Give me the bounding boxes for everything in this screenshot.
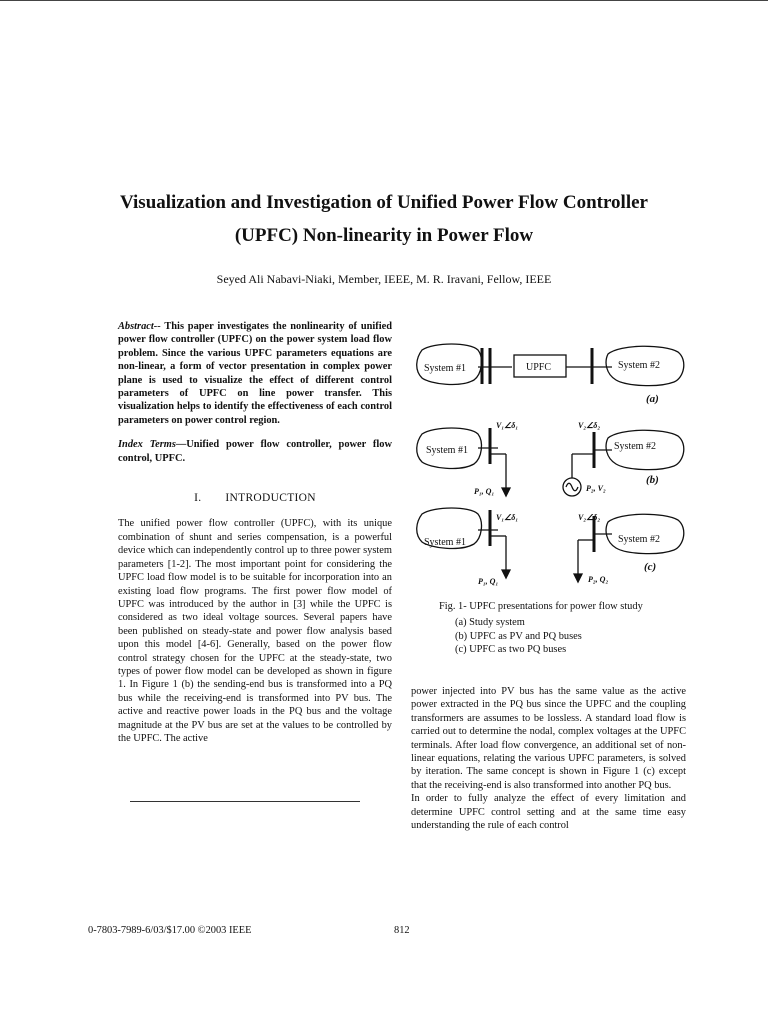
title-line-2: (UPFC) Non-linearity in Power Flow (234, 225, 534, 246)
caption-main: Fig. 1- UPFC presentations for power flow study (439, 601, 643, 612)
fig1-upfc-diagram (412, 336, 702, 596)
section-number: I. (194, 492, 202, 505)
system1-label-b: System #1 (426, 445, 468, 456)
p2q2-label: P₂, Q₂ (588, 575, 609, 584)
page-number: 812 (394, 925, 410, 936)
v1-label-c: V₁∠δ₁ (496, 513, 519, 522)
load-c1-arrow (502, 570, 510, 578)
index-terms (118, 438, 392, 465)
v2-label-c: V₂∠δ₂ (578, 513, 601, 522)
title-line-1: Visualization and Investigation of Unified Power Flow Controller (120, 192, 648, 213)
p2v2-label: P₂, V₂ (586, 484, 606, 493)
intro-paragraph: The unified power flow controller (UPFC), with its unique combination of shunt and series compensation, is a powerful device which can independently control up to three power system parameters [1-2]. The most important point for considering the UPFC load flow model is to be suitable for incorporation into an existing load flow programs. The first power flow model of UPFC was introduced by the author in [3] while the UPFC is considered as two ideal voltage sources. Several papers have been published on steady-state and power flow analysis based upon this model [4-6]. Generally, based on the power flow control strategy chosen for the UPFC at the steady-state, two types of power flow model can be developed as shown in figure 1. In Figure 1 (b) the sending-end bus is transformed into a PQ bus while the receiving-end is transformed into PV bus. The active and reactive power loads in the PQ bus and the voltage magnitude at the PV bus are set at the values to be controlled by the UPFC. The active (118, 518, 392, 744)
system2-label-a: System #2 (618, 360, 660, 371)
sine-wave-icon (566, 483, 578, 491)
load-b-arrow (502, 488, 510, 496)
v1-label-b: V₁∠δ₁ (496, 421, 519, 430)
paper-title (60, 186, 708, 252)
system1-label-a: System #1 (424, 363, 466, 374)
left-column (118, 320, 392, 745)
fig-label-c: (c) (644, 561, 657, 573)
abstract-text: This paper investigates the nonlinearity of unified power flow controller (UPFC) on the power system load flow problem. Since the various UPFC parameters equations are non-linear, a form of vector presentation in complex power plane is used to visualize the effect of different control parameters of UPFC on line power transfer. This visualization helps to identify the effectiveness of each control parameters on power control region. (118, 321, 392, 426)
system1-label-c: System #1 (424, 537, 466, 548)
fig-label-a: (a) (646, 393, 659, 405)
caption-item-a: (a) Study system (455, 617, 525, 629)
author-line: Seyed Ali Nabavi-Niaki, Member, IEEE, M. R. Iravani, Fellow, IEEE (216, 272, 552, 286)
system2-label-b: System #2 (614, 441, 656, 452)
figure-caption (439, 600, 679, 657)
footer-copyright: 0-7803-7989-6/03/$17.00 ©2003 IEEE (88, 925, 252, 936)
p1q1-label-c: P₁, Q₁ (478, 577, 499, 586)
footnote-rule (130, 801, 360, 802)
index-terms-text: —Unified power flow controller, power flow control, UPFC. (118, 439, 392, 464)
page-top-border (0, 0, 768, 1)
right-paragraph-2: In order to fully analyze the effect of every limitation and determine UPFC control setting and at the same time easy understanding the rule of each control (411, 793, 686, 832)
system2-label-c: System #2 (618, 534, 660, 545)
caption-item-c: (c) UPFC as two PQ buses (455, 644, 567, 656)
abstract-label: Abstract-- (118, 321, 161, 332)
right-column (411, 685, 686, 832)
abstract (118, 320, 392, 427)
upfc-label: UPFC (526, 362, 552, 373)
index-terms-label: Index Terms (118, 439, 176, 451)
fig-label-b: (b) (646, 474, 659, 486)
load-c2-arrow (574, 574, 582, 582)
section-title: INTRODUCTION (225, 492, 316, 505)
v2-label-b: V₂∠δ₂ (578, 421, 601, 430)
p1q1-label-b: P₁, Q₁ (474, 487, 495, 496)
section-heading (118, 492, 392, 505)
right-paragraph-1: power injected into PV bus has the same value as the active power extracted in the PQ bus since the UPFC and the coupling transformers are assumes to be lossless. A standard load flow is carried out to determine the nodal, complex voltages at the UPFC terminals. After load flow convergence, an additional set of non-linear equations, relating the various UPFC parameters, is solved by iteration. The same concept is shown in Figure 1 (c) except that the receiving-end is also transformed into another PQ bus. (411, 686, 686, 791)
caption-item-b: (b) UPFC as PV and PQ buses (455, 630, 582, 642)
